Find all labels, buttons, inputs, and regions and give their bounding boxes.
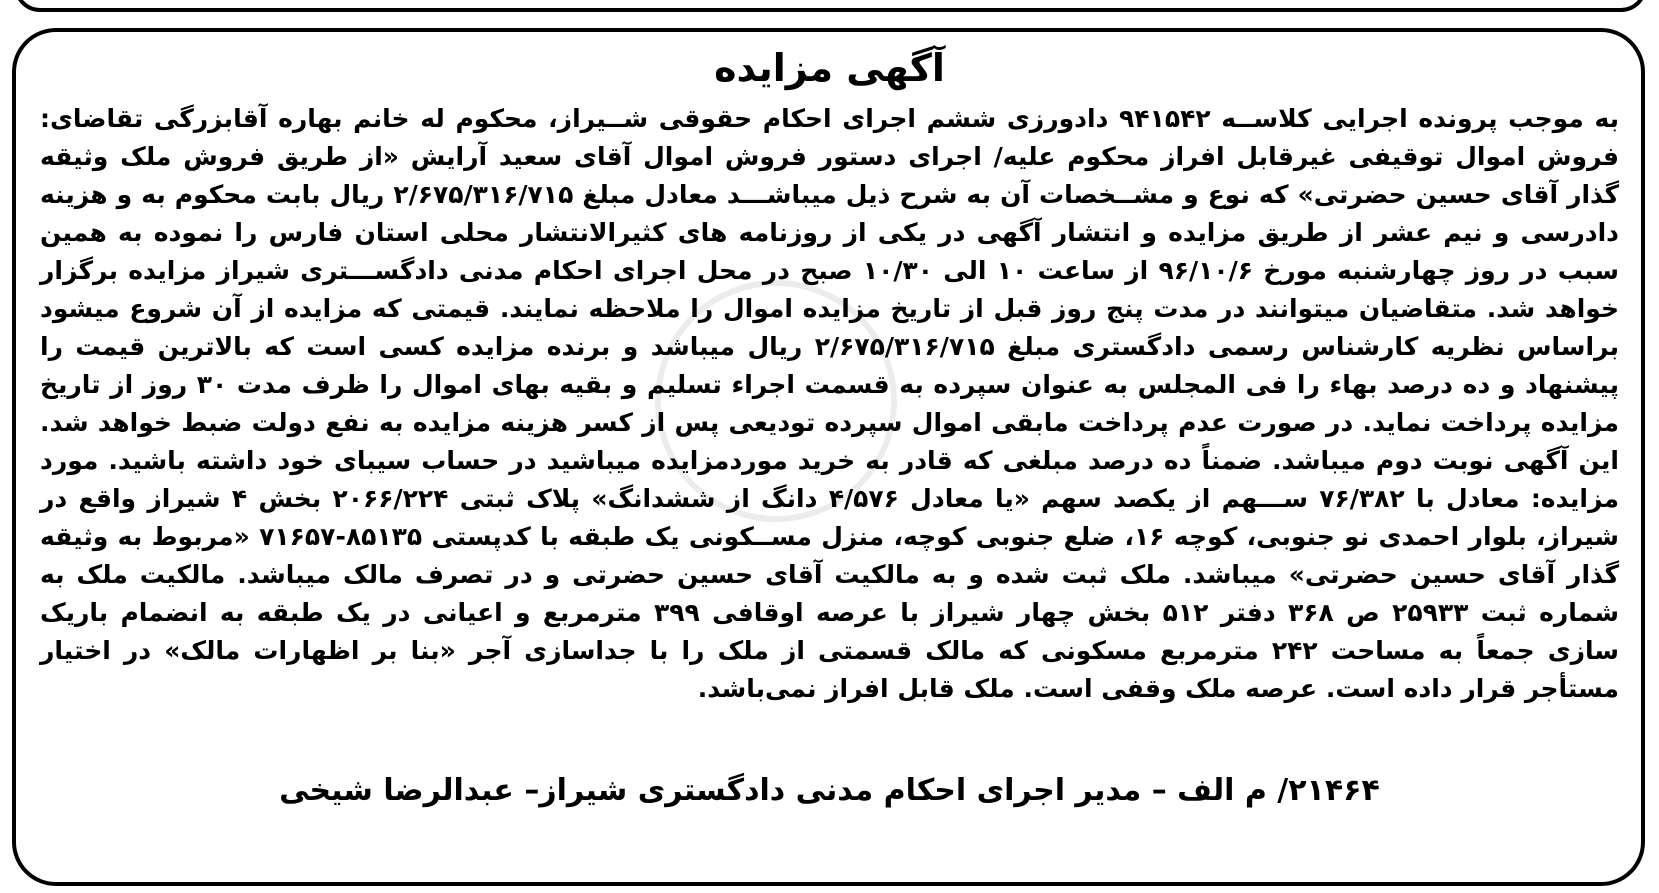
notice-body: به موجب پرونده اجرایی کلاســه ۹۴۱۵۴۲ دادورزی ششم اجرای احکام حقوقی شــیراز، محکوم له خانم بهاره آقابزرگی تقاضای: فروش اموال توقیفی غیرقابل افراز محکوم علیه/ اجرای دستور فروش اموال آقای سعید آرایش «از طریق فروش ملک وثیقه گذار آقای حسین حضرتی» که نوع و مشــخصات آن به شرح ذیل میباشـــد معادل مبلغ ۲/۶۷۵/۳۱۶/۷۱۵ ریال بابت محکوم به و هزینه دادرسی و نیم عشر از طریق مزایده و انتشار آگهی در یکی از روزنامه های کثیرالانتشار محلی استان فارس را نموده به همین سبب در روز چهارشنبه مورخ ۹۶/۱۰/۶ از ساعت ۱۰ الی ۱۰/۳۰ صبح در محل اجرای احکام مدنی دادگســـتری شیراز مزایده برگزار خواهد شد. متقاضیان میتوانند در مدت پنج روز قبل از تاریخ مزایده اموال را ملاحظه نمایند. قیمتی که مزایده از آن شروع میشود براساس نظریه کارشناس رسمی دادگستری مبلغ ۲/۶۷۵/۳۱۶/۷۱۵ ریال میباشد و برنده مزایده کسی است که بالاترین قیمت را پیشنهاد و ده درصد بهاء را فی المجلس به عنوان سپرده به قسمت اجراء تسلیم و بقیه بهای اموال را ظرف مدت ۳۰ روز از تاریخ مزایده پرداخت نماید. در صورت عدم پرداخت مابقی اموال سپرده تودیعی پس از کسر هزینه مزایده به نفع دولت ضبط خواهد شد. این آگهی نوبت دوم میباشد. ضمناً ده درصد مبلغی که قادر به خرید موردمزایده میباشید در حساب سیبای خود داشته باشید. مورد مزایده: معادل با ۷۶/۳۸۲ ســـهم از یکصد سهم «یا معادل ۴/۵۷۶ دانگ از ششدانگ» پلاک ثبتی ۲۰۶۶/۲۲۴ بخش ۴ شیراز واقع در شیراز، بلوار احمدی نو جنوبی، کوچه ۱۶، ضلع جنوبی کوچه، منزل مســکونی یک طبقه با کدپستی ۸۵۱۳۵-۷۱۶۵۷ «مربوط به وثیقه گذار آقای حسین حضرتی» میباشد. ملک ثبت شده و به مالکیت آقای حسین حضرتی و در تصرف مالک میباشد. مالکیت ملک به شماره ثبت ۲۵۹۳۳ ص ۳۶۸ دفتر ۵۱۲ بخش چهار شیراز با عرصه اوقافی ۳۹۹ مترمربع و اعیانی در یک طبقه به انضمام باریک سازی جمعاً به مساحت ۲۴۲ مترمربع مسکونی که مالک قسمتی از ملک را با جداسازی آجر «بنا بر اظهارات مالک» در اختیار مستأجر قرار داده است. عرصه ملک وقفی است. ملک قابل افراز نمی‌باشد. — [40, 104, 1620, 703]
top-border-frame — [14, 0, 1647, 12]
notice-title: آگهی مزایده — [714, 46, 945, 90]
notice-signature: ۲۱۴۶۴/ م الف – مدیر اجرای احکام مدنی دادگستری شیراز– عبدالرضا شیخی — [279, 773, 1380, 808]
